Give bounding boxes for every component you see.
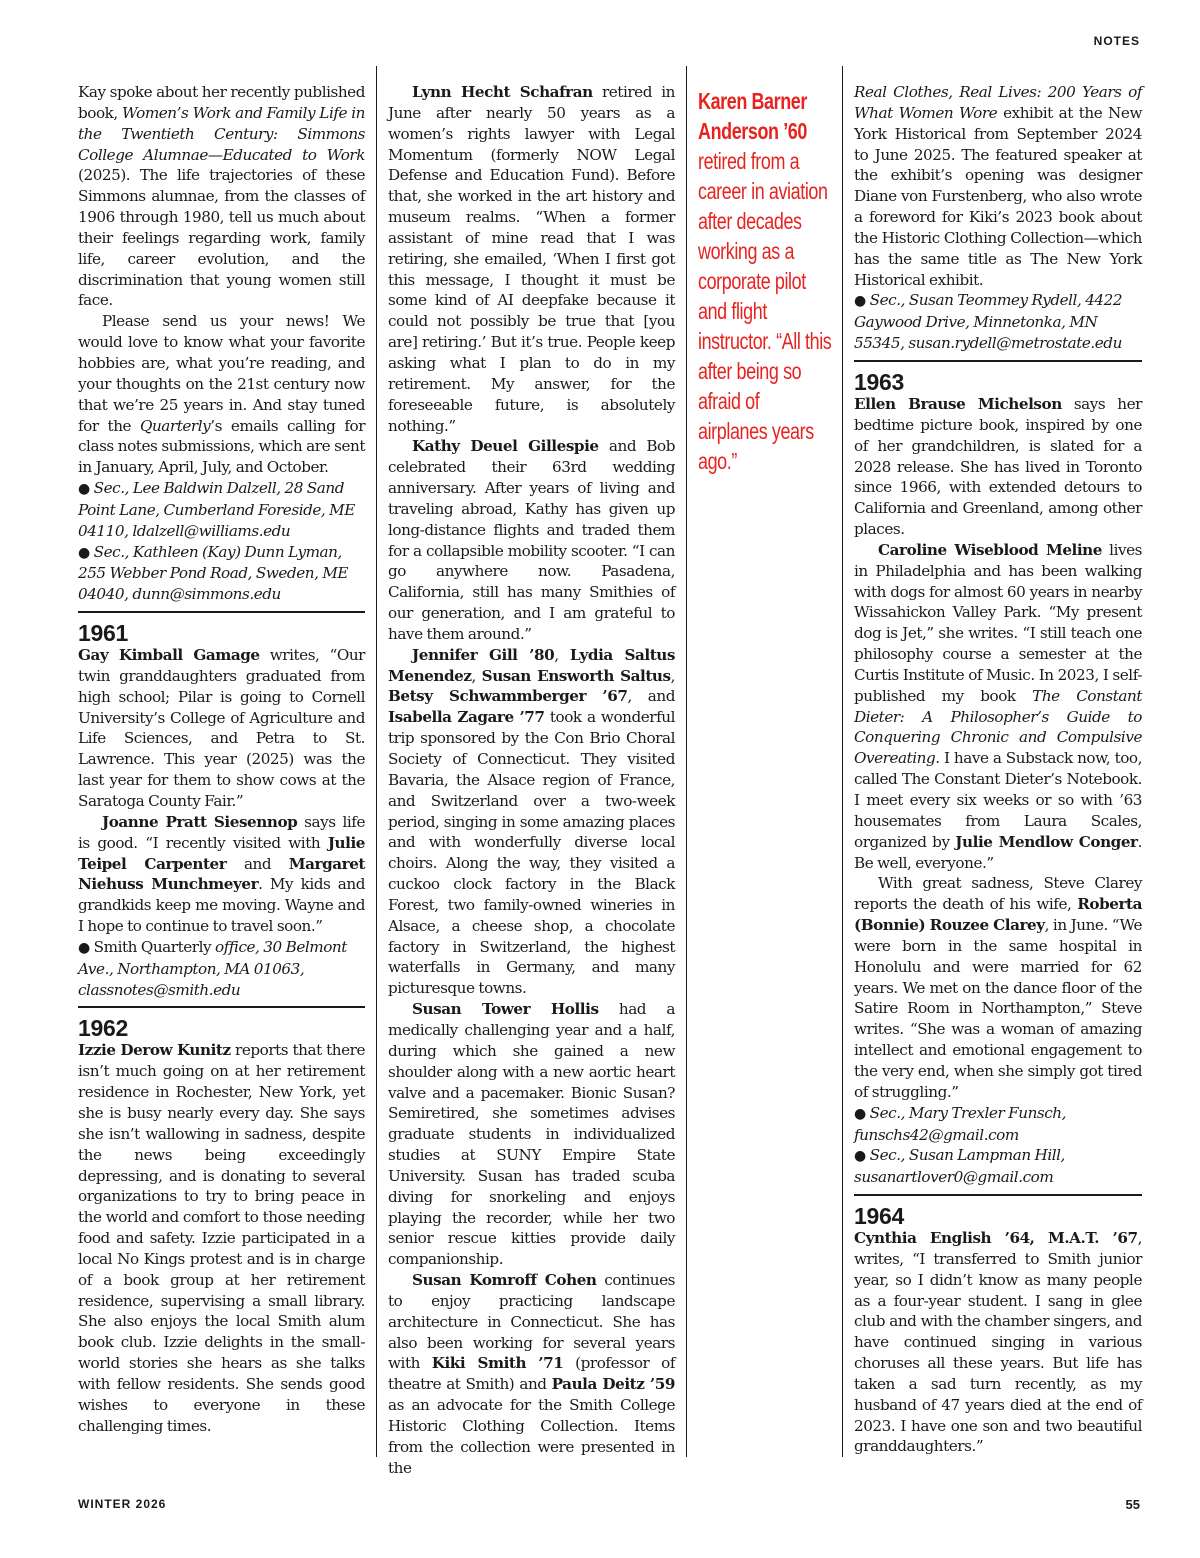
- column-4: [854, 82, 1142, 1457]
- class-secretary: ● Sec., Lee Baldwin Dalzell, 28 Sand Point Lane, Cumberland Foreside, ME 04110, ldalzell@williams.edu: [78, 479, 355, 540]
- bullet-icon: ●: [78, 481, 90, 498]
- bullet-icon: ●: [78, 939, 90, 956]
- office-address: ● Smith Quarterly office, 30 Belmont Ave., Northampton, MA 01063, classnotes@smith.edu: [78, 937, 347, 999]
- divider: [854, 360, 1142, 362]
- column-rule: [842, 66, 843, 1457]
- paragraph: With great sadness, Steve Clarey reports the death of his wife, Roberta (Bonnie) Rouzee Clarey, in June. “We were born in the same hospital in Honolulu and were married for 62 years. We met on the dance floor of the Satire Room in Northampton,” Steve writes. “She was a woman of amazing intellect and emotional engagement to the very end, when she simply got tired of struggling.”: [854, 874, 1142, 1101]
- paragraph: Gay Kimball Gamage writes, “Our twin granddaughters graduated from high school; Pilar is going to Cornell University’s College of Agriculture and Life Sciences, and Petra to St. Lawrence. This year (2025) was the last year for them to show cows at the Saratoga County Fair.”: [78, 646, 365, 810]
- paragraph: Susan Tower Hollis had a medically challenging year and a half, during which she gained a new shoulder along with a new aortic heart valve and a pacemaker. Bionic Susan? Semiretired, she sometimes advises graduate students in individualized studies at SUNY Empire State University. Susan has traded scuba diving for snorkeling and enjoys playing the recorder, while her two senior rescue kitties provide daily companionship.: [388, 1000, 675, 1269]
- bullet-icon: ●: [78, 544, 90, 561]
- class-secretary: ● Sec., Susan Lampman Hill, susanartlover0@gmail.com: [854, 1146, 1065, 1187]
- paragraph: Ellen Brause Michelson says her bedtime picture book, inspired by one of her grandchildren, is slated for a 2028 release. She has lived in Toronto since 1966, with extended detours to California and Greenland, among other places.: [854, 394, 1142, 539]
- bullet-icon: ●: [854, 1148, 866, 1165]
- paragraph: Caroline Wiseblood Meline lives in Philadelphia and has been walking with dogs for almost 60 years in nearby Wissahickon Valley Park. “My present dog is Jet,” she writes. “I still teach one philosophy course a semester at the Curtis Institute of Music. In 2023, I self-published my book The Constant Dieter: A Philosopher’s Guide to Conquering Chronic and Compulsive Overeating. I have a Substack now, too, called The Constant Dieter’s Notebook. I meet every six weeks or so with ’63 housemates from Laura Scales, organized by Julie Mendlow Conger. Be well, everyone.”: [854, 540, 1142, 872]
- paragraph: Lynn Hecht Schafran retired in June after nearly 50 years as a women’s rights lawyer with Legal Momentum (formerly NOW Legal Defense and Education Fund). Before that, she worked in the art history and museum realms. “When a former assistant of mine read that I was retiring, she emailed, ‘When I first got this message, I thought it must be some kind of AI deepfake because it could not possibly be true that [you are] retiring.’ But it’s true. People keep asking what I plan to do in my retirement. My answer, for the foreseeable future, is absolutely nothing.”: [388, 83, 675, 435]
- column-1: [78, 82, 365, 1436]
- column-rule: [686, 66, 687, 1457]
- divider: [854, 1194, 1142, 1196]
- paragraph: Please send us your news! We would love to know what your favorite hobbies are, what you’re reading, and your thoughts on the 21st century now that we’re 25 years in. And stay tuned for the Quarterly’s emails calling for class notes submissions, which are sent in January, April, July, and October.: [78, 312, 365, 477]
- class-secretary: ● Sec., Mary Trexler Funsch, funschs42@gmail.com: [854, 1103, 1067, 1144]
- column-rule: [376, 66, 377, 1457]
- paragraph: Izzie Derow Kunitz reports that there isn’t much going on at her retirement residence in Rochester, New York, yet she is busy nearly every day. She says she isn’t wallowing in sadness, despite the news being exceedingly depressing, and is donating to several organizations to try to bring peace in the world and comfort to those needing food and safety. Izzie participated in a local No Kings protest and is in charge of a book group at her retirement residence, supervising a small library. She also enjoys the local Smith alum book club. Izzie delights in the small-world stories she hears as she talks with fellow residents. She sends good wishes to everyone in these challenging times.: [78, 1041, 365, 1435]
- paragraph: Real Clothes, Real Lives: 200 Years of What Women Wore exhibit at the New York Historical from September 2024 to June 2025. The featured speaker at the exhibit’s opening was designer Diane von Furstenberg, who also wrote a foreword for Kiki’s 2023 book about the Historic Clothing Collection—which has the same title as The New York Historical exhibit.: [854, 83, 1142, 289]
- paragraph: Kathy Deuel Gillespie and Bob celebrated their 63rd wedding anniversary. After years of living and traveling abroad, Kathy has given up long-distance flights and traded them for a collapsible mobility scooter. “I can go anywhere now. Pasadena, California, still has many Smithies of our generation, and I am grateful to have them around.”: [388, 437, 676, 643]
- bullet-icon: ●: [854, 293, 866, 310]
- column-2: [388, 82, 675, 1479]
- class-year-heading: 1963: [854, 368, 904, 395]
- bullet-icon: ●: [854, 1105, 866, 1122]
- pull-quote: Karen Barner Anderson ’60 retired from a career in aviation after decades working as a corporate pilot and flight instructor. “All this after being so afraid of airplanes years ago.”: [698, 88, 832, 474]
- class-secretary: ● Sec., Kathleen (Kay) Dunn Lyman, 255 Webber Pond Road, Sweden, ME 04040, dunn@simmons.edu: [78, 542, 349, 604]
- issue-label: WINTER 2026: [78, 1497, 167, 1511]
- paragraph: Susan Komroff Cohen continues to enjoy practicing landscape architecture in Connecticut. She has also been working for several years with Kiki Smith ’71 (professor of theatre at Smith) and Paula Deitz ’59 as an advocate for the Smith College Historic Clothing Collection. Items from the collection were presented in the: [388, 1271, 675, 1477]
- paragraph: Joanne Pratt Siesennop says life is good. “I recently visited with Julie Teipel Carpenter and Margaret Niehuss Munchmeyer. My kids and grandkids keep me moving. Wayne and I hope to continue to travel soon.”: [78, 812, 365, 936]
- class-year-heading: 1961: [78, 620, 128, 647]
- divider: [78, 1006, 365, 1008]
- paragraph: Kay spoke about her recently published book, Women’s Work and Family Life in the Twentieth Century: Simmons College Alumnae—Educated to Work (2025). The life trajectories of these Simmons alumnae, from the classes of 1906 through 1980, tell us much about their feelings regarding work, family life, career evolution, and the discrimination that young women still face.: [78, 83, 365, 310]
- paragraph: Jennifer Gill ’80, Lydia Saltus Menendez, Susan Ensworth Saltus, Betsy Schwammberger ’67, and Isabella Zagare ’77 took a wonderful trip sponsored by the Con Brio Choral Society of Connecticut. They visited Bavaria, the Alsace region of France, and Switzerland over a two-week period, singing in some amazing places and with wonderfully diverse local choirs. Along the way, they visited a cuckoo clock factory in the Black Forest, two family-owned wineries in Alsace, a cheese shop, a chocolate factory in Switzerland, the highest waterfalls in Germany, and many picturesque towns.: [388, 645, 675, 998]
- section-header: NOTES: [1093, 34, 1140, 48]
- divider: [78, 611, 365, 613]
- paragraph: Cynthia English ’64, M.A.T. ’67, writes, “I transferred to Smith junior year, so I didn’t know as many people as a four-year student. I sang in glee club and with the chamber singers, and have continued singing in various choruses all these years. But life has taken a sad turn recently, as my husband of 47 years died at the end of 2023. I have one son and two beautiful granddaughters.”: [854, 1229, 1142, 1456]
- class-secretary: ● Sec., Susan Teommey Rydell, 4422 Gaywood Drive, Minnetonka, MN 55345, susan.rydell@metrostate.edu: [854, 291, 1123, 353]
- class-year-heading: 1964: [854, 1203, 904, 1230]
- class-year-heading: 1962: [78, 1015, 128, 1042]
- page-number: 55: [1125, 1497, 1140, 1512]
